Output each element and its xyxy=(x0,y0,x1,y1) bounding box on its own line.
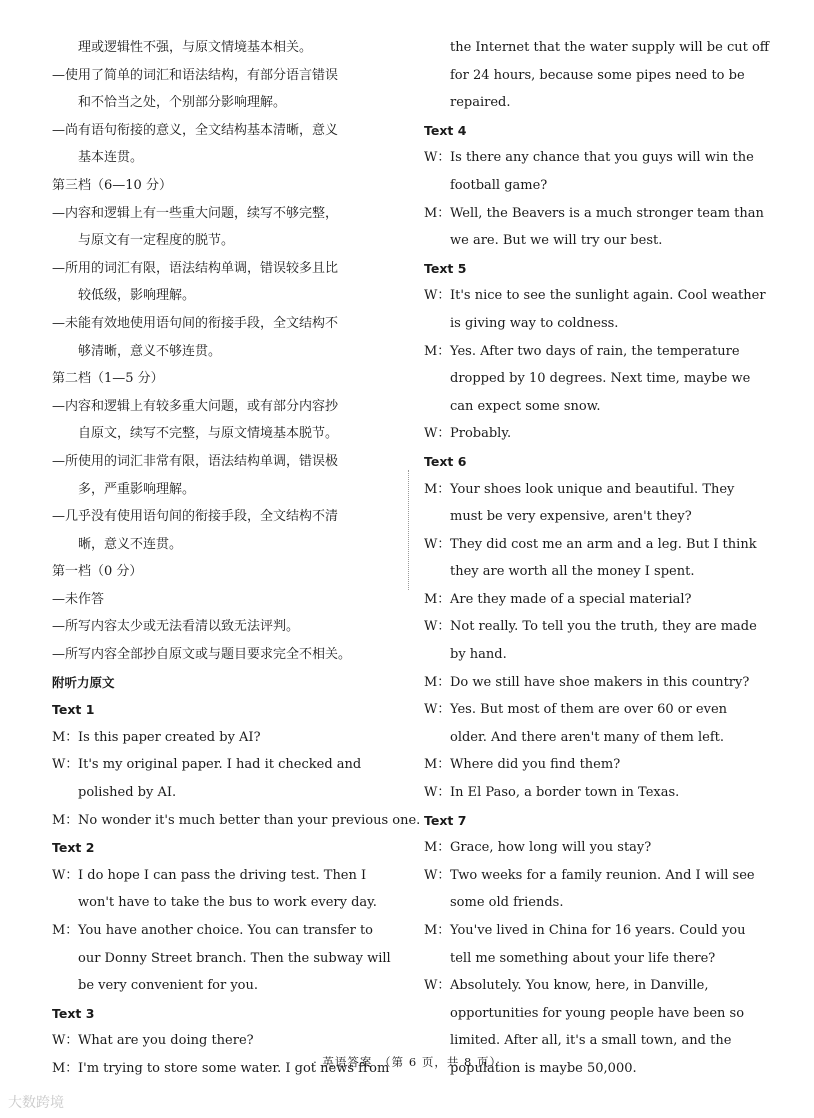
continuation-line: 和不恰当之处，个别部分影响理解。 xyxy=(78,95,287,111)
dialogue-text: I'm trying to store some water. I got news from xyxy=(78,1060,390,1076)
section-heading: Text 1 xyxy=(52,702,95,718)
continuation-line: some old friends. xyxy=(450,895,564,911)
dialogue-line xyxy=(424,862,768,890)
text-line: —未能有效地使用语句间的衔接手段，全文结构不 xyxy=(52,315,339,331)
dialogue-text: Yes. But most of them are over 60 or even xyxy=(450,702,728,718)
continuation-line: won't have to take the bus to work every day. xyxy=(78,895,377,911)
dialogue-line xyxy=(424,338,768,366)
continuation-line: 自原文，续写不完整，与原文情境基本脱节。 xyxy=(78,426,339,442)
speaker-label: M： xyxy=(52,1060,79,1076)
dialogue-text: Your shoes look unique and beautiful. They xyxy=(450,481,735,497)
column-divider xyxy=(408,470,409,590)
speaker-label: W： xyxy=(424,288,451,304)
speaker-label: W： xyxy=(424,619,451,635)
continuation-line: 晰，意义不连贯。 xyxy=(78,536,183,552)
section-heading: Text 2 xyxy=(52,840,95,856)
dialogue-text: No wonder it's much better than your previous one. xyxy=(78,812,421,828)
dialogue-line xyxy=(424,144,768,172)
text-line: 第三档（6—10 分） xyxy=(52,177,172,193)
continuation-line: they are worth all the money I spent. xyxy=(450,564,695,580)
text-line: —内容和逻辑上有较多重大问题，或有部分内容抄 xyxy=(52,398,339,414)
text-line: —未作答 xyxy=(52,591,105,607)
section-heading: Text 6 xyxy=(424,453,467,469)
dialogue-text: What are you doing there? xyxy=(78,1033,254,1049)
dialogue-line xyxy=(424,972,768,1000)
continuation-line: by hand. xyxy=(450,647,507,663)
continuation-line: 够清晰，意义不够连贯。 xyxy=(78,343,222,359)
speaker-label: W： xyxy=(424,978,451,994)
dialogue-line xyxy=(52,1027,394,1055)
dialogue-line xyxy=(424,420,768,448)
continuation-line: limited. After all, it's a small town, and the xyxy=(450,1033,732,1049)
dialogue-text: Absolutely. You know, here, in Danville, xyxy=(450,978,709,994)
speaker-label: M： xyxy=(424,757,451,773)
section-heading: Text 3 xyxy=(52,1005,95,1021)
dialogue-text: I do hope I can pass the driving test. Then I xyxy=(78,867,367,883)
speaker-label: W： xyxy=(424,702,451,718)
speaker-label: M： xyxy=(424,674,451,690)
dialogue-line xyxy=(424,531,768,559)
text-line: —所写内容太少或无法看清以致无法评判。 xyxy=(52,619,300,635)
continuation-line: opportunities for young people have been so xyxy=(450,1005,745,1021)
section-heading: Text 5 xyxy=(424,260,467,276)
speaker-label: M： xyxy=(52,812,79,828)
text-line: —尚有语句衔接的意义，全文结构基本清晰，意义 xyxy=(52,122,339,138)
dialogue-text: Do we still have shoe makers in this country? xyxy=(450,674,750,690)
dialogue-text: They did cost me an arm and a leg. But I think xyxy=(450,536,757,552)
continuation-line: older. And there aren't many of them left. xyxy=(450,729,725,745)
speaker-label: M： xyxy=(52,729,79,745)
speaker-label: W： xyxy=(52,867,79,883)
continuation-line: 较低级，影响理解。 xyxy=(78,288,196,304)
continuation-line: 多，严重影响理解。 xyxy=(78,481,196,497)
dialogue-line xyxy=(424,476,768,504)
continuation-line: polished by AI. xyxy=(78,785,177,801)
dialogue-text: It's my original paper. I had it checked and xyxy=(78,757,362,773)
continuation-line: repaired. xyxy=(450,95,511,111)
speaker-label: M： xyxy=(424,343,451,359)
dialogue-line xyxy=(424,669,768,697)
dialogue-line xyxy=(52,724,394,752)
dialogue-line xyxy=(52,917,394,945)
dialogue-line xyxy=(52,862,394,890)
speaker-label: W： xyxy=(424,426,451,442)
continuation-line: 理或逻辑性不强，与原文情境基本相关。 xyxy=(78,40,313,55)
dialogue-text: Is there any chance that you guys will win the xyxy=(450,150,754,166)
text-line: 第二档（1—5 分） xyxy=(52,371,164,387)
dialogue-line xyxy=(52,807,421,835)
dialogue-text: It's nice to see the sunlight again. Cool weather xyxy=(450,288,766,304)
continuation-line: population is maybe 50,000. xyxy=(450,1060,637,1076)
continuation-line: is giving way to coldness. xyxy=(450,315,619,331)
continuation-line: the Internet that the water supply will be cut off xyxy=(450,40,770,55)
dialogue-line xyxy=(424,613,768,641)
dialogue-line xyxy=(424,751,768,779)
continuation-line: 与原文有一定程度的脱节。 xyxy=(78,233,235,249)
dialogue-line xyxy=(424,779,768,807)
dialogue-text: Probably. xyxy=(450,426,512,442)
continuation-line: our Donny Street branch. Then the subway will xyxy=(78,950,391,966)
dialogue-line xyxy=(424,834,768,862)
dialogue-text: Not really. To tell you the truth, they are made xyxy=(450,619,757,635)
speaker-label: M： xyxy=(424,205,451,221)
text-line: —使用了简单的词汇和语法结构，有部分语言错误 xyxy=(52,67,339,83)
speaker-label: W： xyxy=(424,785,451,801)
dialogue-text: Is this paper created by AI? xyxy=(78,729,261,745)
continuation-line: tell me something about your life there? xyxy=(450,950,716,966)
section-heading: Text 7 xyxy=(424,812,467,828)
text-line: —所写内容全部抄自原文或与题目要求完全不相关。 xyxy=(52,647,352,663)
watermark-logo: 大数跨境 xyxy=(8,1095,64,1111)
continuation-line: must be very expensive, aren't they? xyxy=(450,509,692,525)
section-heading: Text 4 xyxy=(424,122,467,138)
dialogue-text: You have another choice. You can transfer to xyxy=(78,923,373,938)
dialogue-text: Two weeks for a family reunion. And I will see xyxy=(450,867,755,883)
continuation-line: football game? xyxy=(450,177,548,193)
dialogue-line xyxy=(424,200,768,228)
text-line: 第一档（0 分） xyxy=(52,564,143,580)
dialogue-text: Where did you find them? xyxy=(450,757,621,773)
continuation-line: be very convenient for you. xyxy=(78,978,259,994)
dialogue-text: Yes. After two days of rain, the temperature xyxy=(450,343,740,359)
dialogue-text: You've lived in China for 16 years. Could you xyxy=(450,923,746,938)
continuation-line: 基本连贯。 xyxy=(78,150,144,166)
speaker-label: M： xyxy=(52,923,79,938)
dialogue-text: Grace, how long will you stay? xyxy=(450,840,652,856)
continuation-line: can expect some snow. xyxy=(450,398,601,414)
dialogue-line xyxy=(424,282,768,310)
dialogue-line xyxy=(424,917,768,945)
speaker-label: W： xyxy=(424,867,451,883)
speaker-label: W： xyxy=(52,1033,79,1049)
continuation-line: dropped by 10 degrees. Next time, maybe we xyxy=(450,371,751,387)
dialogue-line xyxy=(424,586,768,614)
text-line: —内容和逻辑上有一些重大问题，续写不够完整， xyxy=(52,205,339,221)
continuation-line: we are. But we will try our best. xyxy=(450,233,663,249)
page-footer: · 英语答案 （第 6 页，共 8 页）· xyxy=(313,1055,501,1069)
dialogue-text: Are they made of a special material? xyxy=(450,591,692,607)
speaker-label: M： xyxy=(424,840,451,856)
speaker-label: M： xyxy=(424,481,451,497)
speaker-label: W： xyxy=(52,757,79,773)
text-line: —所使用的词汇非常有限，语法结构单调，错误极 xyxy=(52,453,339,469)
text-line: —所用的词汇有限，语法结构单调，错误较多且比 xyxy=(52,260,339,276)
section-heading: 附听力原文 xyxy=(52,674,115,690)
speaker-label: W： xyxy=(424,150,451,166)
dialogue-line xyxy=(424,696,768,724)
speaker-label: M： xyxy=(424,923,451,938)
text-line: —几乎没有使用语句间的衔接手段，全文结构不清 xyxy=(52,509,339,525)
dialogue-text: Well, the Beavers is a much stronger team than xyxy=(450,205,764,221)
speaker-label: M： xyxy=(424,591,451,607)
speaker-label: W： xyxy=(424,536,451,552)
dialogue-text: In El Paso, a border town in Texas. xyxy=(450,785,680,801)
right-column xyxy=(424,34,768,1083)
continuation-line: for 24 hours, because some pipes need to be xyxy=(450,67,745,83)
dialogue-line xyxy=(52,751,394,779)
